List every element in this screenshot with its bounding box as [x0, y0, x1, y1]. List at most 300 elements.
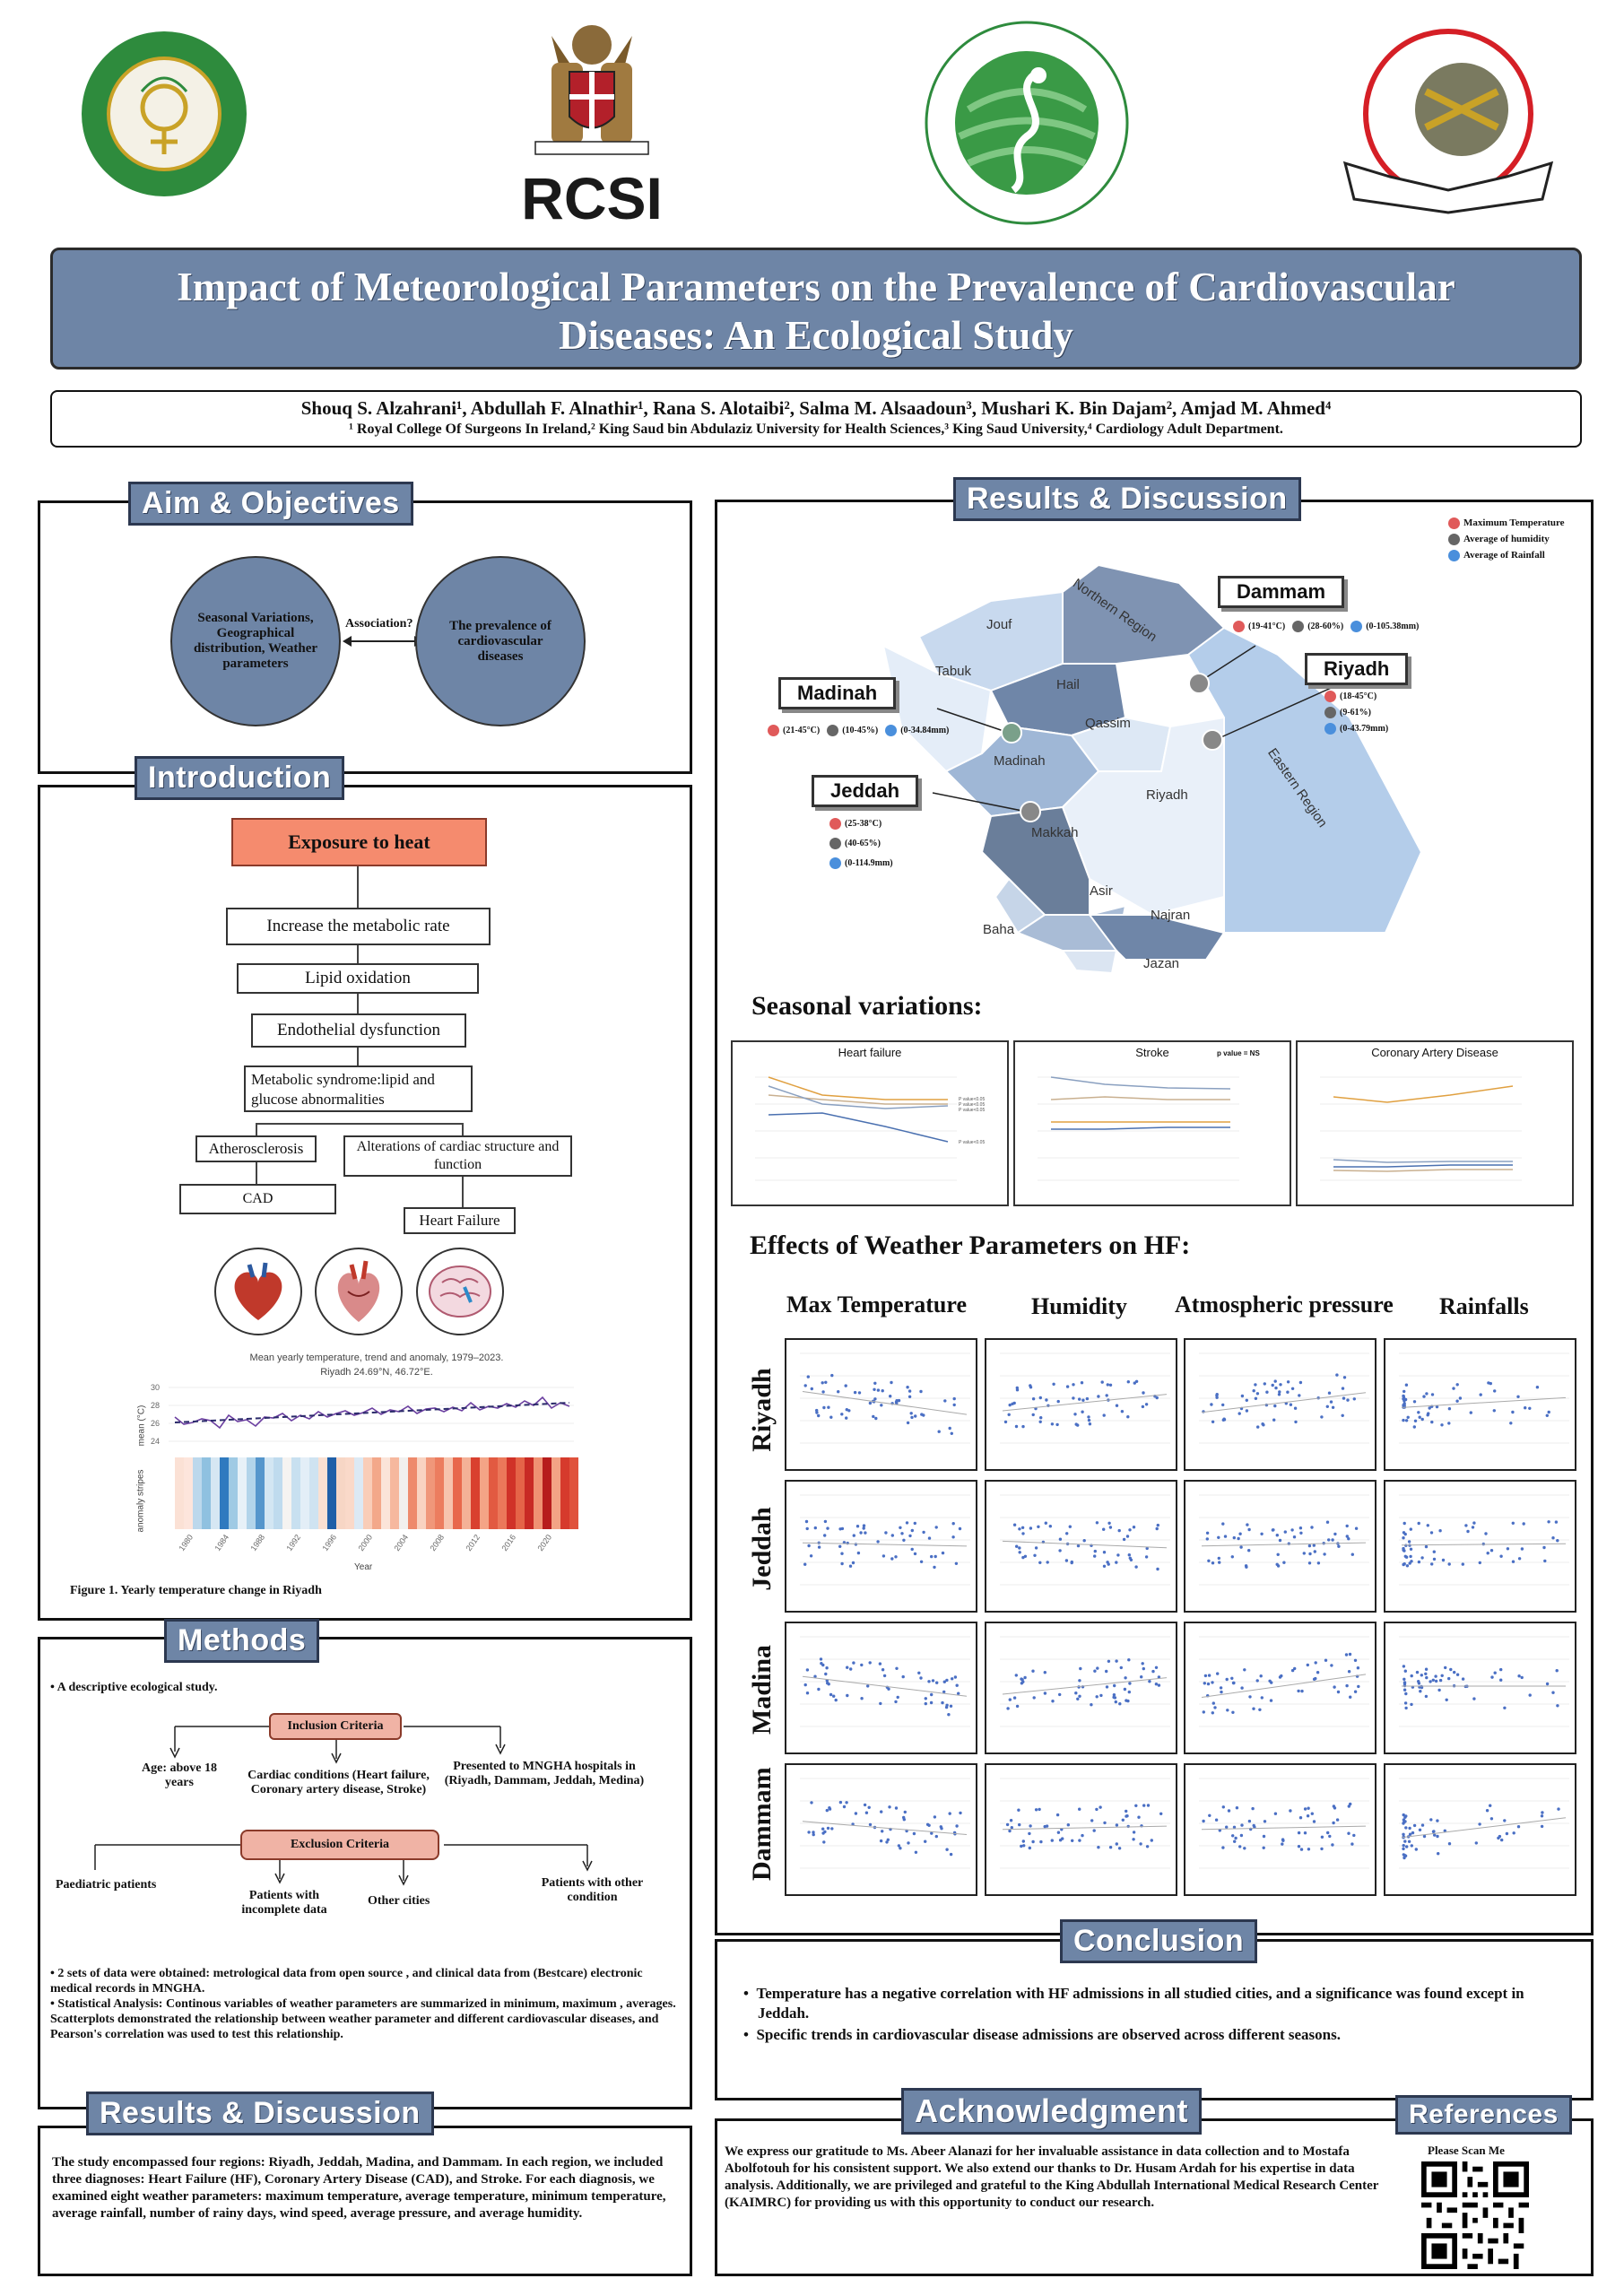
scatter-jeddah-2 — [1184, 1480, 1376, 1613]
scatter-point — [907, 1422, 909, 1424]
scatter-point — [1243, 1668, 1246, 1671]
scatter-point — [1408, 1840, 1411, 1843]
row-dammam: Dammam — [747, 1767, 777, 1881]
scatter-point — [856, 1525, 859, 1527]
seasonal-chart-cad — [1296, 1040, 1574, 1206]
scatter-point — [1517, 1674, 1520, 1677]
scatter-point — [1466, 1530, 1469, 1533]
scatter-point — [1081, 1411, 1083, 1413]
scatter-point — [1405, 1384, 1408, 1387]
scatter-point — [1543, 1560, 1546, 1562]
scatter-point — [902, 1816, 905, 1819]
scatter-point — [1148, 1680, 1151, 1683]
scatter-point — [1326, 1521, 1329, 1524]
scatter-point — [881, 1668, 884, 1671]
scatter-point — [841, 1527, 844, 1530]
scatter-point — [1013, 1696, 1016, 1699]
scatter-point — [1019, 1551, 1021, 1553]
scatter-point — [1500, 1839, 1503, 1841]
scatter-point — [1421, 1823, 1424, 1826]
scatter-point — [1320, 1848, 1323, 1850]
jeddah-temp: (25-38°C) — [845, 819, 882, 829]
scatter-point — [1103, 1413, 1106, 1416]
scatter-point — [1031, 1840, 1034, 1843]
figure-xlabel: Year — [354, 1562, 373, 1572]
scatter-point — [908, 1389, 911, 1392]
scatter-point — [1248, 1695, 1251, 1698]
scatter-point — [1429, 1406, 1431, 1409]
scatter-point — [1238, 1845, 1241, 1848]
scatter-point — [1462, 1677, 1464, 1680]
scatter-point — [1207, 1683, 1210, 1685]
scatter-point — [894, 1555, 897, 1558]
scatter-point — [1403, 1678, 1405, 1681]
scatter-point — [1402, 1563, 1404, 1566]
scatter-point — [1121, 1410, 1124, 1413]
scatter-point — [1016, 1388, 1019, 1391]
scatter-point — [1093, 1670, 1096, 1673]
scatter-point — [1435, 1680, 1437, 1683]
scatter-point — [1017, 1809, 1020, 1812]
scatter-point — [1432, 1831, 1435, 1833]
scatter-point — [1245, 1566, 1247, 1569]
scatter-point — [829, 1416, 832, 1419]
scatter-point — [1420, 1674, 1423, 1676]
scatter-point — [1490, 1817, 1493, 1820]
flow-connector — [256, 1123, 462, 1125]
scatter-point — [1314, 1550, 1316, 1552]
figure-caption: Figure 1. Yearly temperature change in Riyadh — [70, 1584, 322, 1597]
scatter-point — [824, 1381, 827, 1384]
scatter-point — [955, 1824, 958, 1827]
scatter-point — [814, 1526, 817, 1529]
scatter-jeddah-0 — [785, 1480, 977, 1613]
scatter-point — [924, 1840, 926, 1843]
title-line-2: Diseases: An Ecological Study — [559, 313, 1073, 358]
scatter-point — [1409, 1833, 1411, 1836]
scatter-point — [843, 1805, 846, 1808]
scatter-point — [822, 1840, 825, 1843]
scatter-point — [1281, 1842, 1283, 1845]
map-label-eastern: Eastern Region — [1264, 745, 1331, 831]
scatter-point — [1122, 1819, 1125, 1822]
scatter-point — [947, 1713, 950, 1716]
scatter-point — [804, 1384, 807, 1387]
legend-max-temp: Maximum Temperature — [1448, 515, 1565, 531]
scatter-point — [930, 1701, 933, 1704]
scatter-point — [894, 1700, 897, 1703]
scatter-point — [928, 1536, 931, 1539]
scatter-point — [904, 1811, 907, 1813]
scatter-point — [1472, 1526, 1474, 1528]
scatter-point — [898, 1399, 900, 1402]
scatter-point — [1065, 1532, 1068, 1535]
scatter-point — [1123, 1538, 1125, 1541]
scatter-point — [1499, 1668, 1502, 1671]
scatter-point — [879, 1702, 881, 1705]
scatter-point — [917, 1672, 920, 1674]
year-1980: 1980 — [177, 1533, 195, 1553]
scatter-point — [815, 1411, 818, 1413]
scatter-trendline — [1402, 1818, 1566, 1838]
scatter-point — [1009, 1698, 1012, 1700]
scatter-point — [1217, 1536, 1220, 1539]
scatter-point — [1265, 1391, 1268, 1394]
scatter-point — [883, 1674, 886, 1677]
scatter-point — [828, 1683, 830, 1685]
scatter-point — [1231, 1555, 1234, 1558]
scatter-point — [1447, 1677, 1450, 1680]
scatter-point — [1103, 1822, 1106, 1824]
scatter-point — [1354, 1691, 1357, 1693]
scatter-point — [1246, 1409, 1248, 1412]
year-2004: 2004 — [392, 1533, 411, 1553]
scatter-point — [863, 1526, 865, 1529]
scatter-point — [943, 1681, 946, 1683]
scatter-point — [1405, 1556, 1408, 1559]
scatter-point — [1015, 1425, 1018, 1428]
scatter-plot — [986, 1482, 1176, 1611]
scatter-point — [1342, 1396, 1345, 1399]
scatter-point — [826, 1526, 829, 1529]
scatter-point — [1556, 1539, 1559, 1542]
scatter-point — [1459, 1396, 1462, 1399]
scatter-point — [1031, 1670, 1034, 1673]
references-title: References — [1395, 2095, 1572, 2135]
scatter-point — [1129, 1557, 1132, 1560]
scatter-point — [1409, 1555, 1411, 1558]
madinah-marker — [1001, 722, 1022, 744]
scatter-dammam-2 — [1184, 1763, 1376, 1896]
scatter-point — [1403, 1682, 1406, 1684]
scatter-point — [1430, 1421, 1433, 1423]
scatter-point — [1023, 1676, 1026, 1679]
scatter-point — [1425, 1668, 1428, 1671]
scatter-point — [845, 1384, 847, 1387]
scatter-point — [1308, 1544, 1311, 1547]
scatter-point — [1096, 1695, 1099, 1698]
scatter-point — [1402, 1833, 1404, 1836]
scatter-point — [1204, 1674, 1207, 1677]
scatter-point — [1430, 1531, 1433, 1534]
scatter-point — [1414, 1420, 1417, 1422]
map-region-jazan — [1063, 951, 1116, 973]
methods-bullet-stats: • Statistical Analysis: Continous variables of weather parameters are summarized in minimum, maximum , averages. Scatterplots demonstrated the relationship between weather parameter and different cardiovascular diseases, and Pearson's correlation was used to test this relationship. — [50, 1997, 676, 2041]
scatter-point — [890, 1381, 892, 1384]
scatter-plot — [1185, 1482, 1375, 1611]
scatter-point — [1472, 1697, 1475, 1700]
scatter-point — [1415, 1848, 1418, 1850]
scatter-point — [822, 1406, 825, 1409]
scatter-point — [1018, 1546, 1020, 1549]
scatter-point — [1045, 1398, 1047, 1401]
scatter-point — [914, 1522, 916, 1525]
scatter-point — [1116, 1842, 1118, 1845]
scatter-point — [807, 1831, 810, 1833]
map-label-qassim: Qassim — [1085, 716, 1131, 731]
scatter-trendline — [1003, 1826, 1167, 1830]
scatter-point — [1298, 1831, 1300, 1834]
scatter-point — [810, 1801, 812, 1804]
scatter-point — [1247, 1549, 1250, 1552]
scatter-point — [1408, 1540, 1411, 1543]
scatter-plot — [1385, 1623, 1575, 1752]
scatter-point — [821, 1664, 824, 1666]
scatter-point — [806, 1668, 809, 1671]
scatter-point — [821, 1381, 824, 1384]
scatter-point — [1419, 1829, 1421, 1831]
scatter-riyadh-1 — [985, 1338, 1177, 1471]
scatter-point — [840, 1562, 843, 1565]
scatter-point — [1087, 1415, 1090, 1418]
scatter-point — [1345, 1684, 1348, 1687]
scatter-point — [1345, 1653, 1348, 1656]
scatter-point — [1433, 1558, 1436, 1561]
scatter-point — [911, 1548, 914, 1551]
scatter-point — [1126, 1415, 1129, 1418]
scatter-point — [1140, 1675, 1142, 1678]
scatter-point — [839, 1801, 842, 1804]
exclusion-other-condition: Patients with other condition — [541, 1876, 644, 1904]
scatter-point — [1517, 1825, 1520, 1828]
scatter-point — [1355, 1527, 1358, 1530]
scatter-point — [1546, 1414, 1549, 1417]
scatter-point — [1240, 1686, 1243, 1689]
brain-icon — [415, 1247, 505, 1336]
scatter-point — [1112, 1696, 1115, 1699]
scatter-point — [941, 1701, 943, 1704]
scatter-point — [1142, 1405, 1144, 1408]
aim-right-circle — [415, 556, 586, 726]
scatter-jeddah-3 — [1384, 1480, 1576, 1613]
scatter-point — [1090, 1703, 1092, 1706]
scatter-point — [1222, 1805, 1225, 1808]
flow-exposure-heat: Exposure to heat — [231, 818, 487, 866]
scatter-point — [1058, 1549, 1061, 1552]
scatter-point — [1464, 1524, 1467, 1526]
qr-code-icon[interactable] — [1421, 2161, 1529, 2269]
scatter-point — [1078, 1808, 1081, 1811]
scatter-point — [1349, 1653, 1351, 1656]
scatter-point — [829, 1693, 832, 1696]
scatter-point — [1446, 1699, 1448, 1701]
tick-26: 26 — [151, 1419, 161, 1428]
scatter-point — [1211, 1561, 1214, 1564]
scatter-point — [930, 1693, 933, 1696]
scatter-point — [1453, 1671, 1455, 1674]
scatter-point — [1316, 1671, 1319, 1674]
map-label-jazan: Jazan — [1143, 956, 1180, 971]
scatter-point — [1304, 1831, 1307, 1834]
scatter-trendline — [803, 1543, 967, 1546]
scatter-point — [807, 1544, 810, 1547]
scatter-point — [1417, 1411, 1420, 1413]
scatter-point — [1551, 1536, 1554, 1539]
mngha-logo — [1336, 20, 1560, 226]
scatter-point — [1261, 1422, 1264, 1425]
scatter-point — [806, 1527, 809, 1530]
scatter-point — [1226, 1709, 1229, 1711]
scatter-point — [1018, 1823, 1020, 1826]
scatter-point — [863, 1524, 865, 1526]
scatter-point — [1081, 1381, 1083, 1384]
scatter-point — [1103, 1565, 1106, 1568]
legend-rainfall: Average of Rainfall — [1448, 547, 1565, 563]
figure-subtitle: Riyadh 24.69°N, 46.72°E. — [320, 1367, 433, 1378]
scatter-point — [1403, 1390, 1405, 1393]
scatter-point — [811, 1387, 813, 1390]
scatter-point — [953, 1404, 956, 1406]
scatter-point — [1037, 1526, 1039, 1528]
scatter-point — [1215, 1396, 1218, 1399]
scatter-point — [810, 1554, 812, 1557]
scatter-point — [1425, 1545, 1428, 1548]
scatter-point — [1261, 1696, 1264, 1699]
scatter-point — [919, 1676, 922, 1679]
scatter-point — [1423, 1835, 1426, 1838]
scatter-point — [953, 1397, 956, 1400]
scatter-dammam-3 — [1384, 1763, 1576, 1896]
ack-text: We express our gratitude to Ms. Abeer Alanazi for her invaluable assistance in data collection and to Mostafa Abolfotouh for his consistent support. We also extend our thanks to Dr. Husam Ardah for his expertise in data analysis. Additionally, we are privileged and grateful to the King Abdullah International Medical Research Center (KAIMRC) for providing us with this opportunity to conduct our research. — [725, 2144, 1379, 2210]
scatter-point — [938, 1431, 941, 1433]
scatter-point — [1403, 1522, 1406, 1525]
scatter-point — [1101, 1380, 1104, 1383]
scatter-point — [1490, 1549, 1493, 1552]
scatter-point — [1022, 1839, 1025, 1842]
scatter-point — [1233, 1826, 1236, 1829]
scatter-point — [934, 1555, 937, 1558]
scatter-point — [873, 1397, 876, 1400]
scatter-point — [838, 1545, 841, 1548]
scatter-point — [1268, 1680, 1271, 1683]
scatter-point — [1493, 1409, 1496, 1412]
scatter-point — [1055, 1423, 1058, 1426]
scatter-point — [1011, 1826, 1013, 1829]
scatter-madina-0 — [785, 1622, 977, 1754]
scatter-point — [1125, 1814, 1127, 1817]
scatter-point — [1404, 1544, 1407, 1547]
scatter-point — [1255, 1397, 1257, 1400]
scatter-point — [1038, 1561, 1041, 1564]
scatter-point — [1503, 1707, 1506, 1709]
scatter-point — [1270, 1699, 1272, 1701]
scatter-point — [1246, 1523, 1248, 1526]
scatter-point — [1403, 1531, 1405, 1534]
scatter-point — [1279, 1675, 1281, 1678]
scatter-point — [1211, 1711, 1214, 1714]
scatter-point — [1231, 1711, 1234, 1714]
exclusion-incomplete: Patients with incomplete data — [241, 1889, 327, 1917]
scatter-point — [1071, 1839, 1073, 1842]
scatter-point — [1331, 1843, 1333, 1846]
scatter-point — [1106, 1685, 1108, 1688]
scatter-point — [1290, 1528, 1293, 1531]
rcsi-logo — [516, 9, 668, 224]
scatter-point — [1486, 1809, 1489, 1812]
scatter-point — [1156, 1527, 1159, 1530]
scatter-point — [1433, 1551, 1436, 1553]
tick-30: 30 — [151, 1383, 161, 1392]
scatter-point — [1127, 1658, 1130, 1661]
heart-anatomy-icon — [213, 1247, 303, 1336]
seasonal-chart-cad-title: Coronary Artery Disease — [1371, 1046, 1498, 1059]
aim-double-arrow — [343, 632, 423, 650]
scatter-point — [1429, 1818, 1432, 1821]
inclusion-hospitals: Presented to MNGHA hospitals in (Riyadh, Dammam, Jeddah, Medina) — [444, 1760, 645, 1787]
scatter-point — [1411, 1831, 1414, 1834]
scatter-point — [1044, 1692, 1046, 1694]
scatter-point — [880, 1839, 882, 1842]
col-rainfalls: Rainfalls — [1439, 1293, 1529, 1319]
scatter-point — [1547, 1520, 1550, 1523]
scatter-point — [1102, 1528, 1105, 1531]
scatter-point — [1307, 1848, 1310, 1850]
scatter-plot — [786, 1340, 976, 1469]
scatter-point — [826, 1809, 829, 1812]
scatter-point — [824, 1673, 827, 1675]
scatter-point — [860, 1664, 863, 1666]
scatter-point — [1541, 1811, 1543, 1813]
scatter-point — [1299, 1816, 1302, 1819]
scatter-point — [1404, 1701, 1407, 1704]
scatter-point — [1221, 1846, 1224, 1848]
scatter-point — [1326, 1831, 1329, 1834]
scatter-point — [824, 1520, 827, 1523]
scatter-point — [1220, 1686, 1222, 1689]
scatter-point — [959, 1812, 961, 1814]
scatter-trendline — [803, 1676, 967, 1696]
legend-humidity: Average of humidity — [1448, 531, 1565, 547]
scatter-point — [1529, 1693, 1532, 1696]
scatter-point — [1431, 1393, 1434, 1396]
scatter-point — [952, 1522, 955, 1525]
scatter-point — [1051, 1700, 1054, 1702]
scatter-point — [869, 1402, 872, 1405]
scatter-point — [1427, 1413, 1429, 1416]
seasonal-stroke-plot — [1015, 1059, 1290, 1194]
riyadh-rain: (0-43.79mm) — [1340, 724, 1389, 734]
scatter-point — [847, 1542, 849, 1544]
effects-title: Effects of Weather Parameters on HF: — [750, 1231, 1191, 1260]
scatter-point — [1039, 1421, 1042, 1423]
scatter-point — [1099, 1805, 1101, 1808]
scatter-point — [866, 1684, 869, 1687]
scatter-point — [1419, 1690, 1421, 1692]
scatter-point — [1402, 1848, 1404, 1850]
col-max-temperature: Max Temperature — [786, 1292, 967, 1318]
jeddah-marker — [1020, 801, 1041, 822]
scatter-trendline — [1003, 1678, 1167, 1694]
scatter-point — [1422, 1395, 1425, 1397]
scatter-point — [1213, 1706, 1216, 1709]
scatter-point — [1342, 1387, 1344, 1389]
madinah-stats — [768, 721, 949, 737]
scatter-point — [1202, 1820, 1204, 1822]
scatter-point — [1145, 1555, 1148, 1558]
scatter-point — [1278, 1390, 1281, 1393]
row-riyadh: Riyadh — [747, 1368, 777, 1452]
callout-riyadh: Riyadh — [1305, 653, 1408, 685]
scatter-point — [1052, 1383, 1055, 1386]
scatter-point — [1417, 1680, 1420, 1683]
scatter-point — [1403, 1813, 1405, 1816]
scatter-point — [1503, 1819, 1506, 1822]
map-label-jouf: Jouf — [986, 617, 1012, 632]
scatter-point — [1074, 1692, 1077, 1694]
scatter-point — [1444, 1666, 1446, 1669]
scatter-point — [1211, 1421, 1214, 1423]
scatter-trendline — [1402, 1397, 1566, 1407]
